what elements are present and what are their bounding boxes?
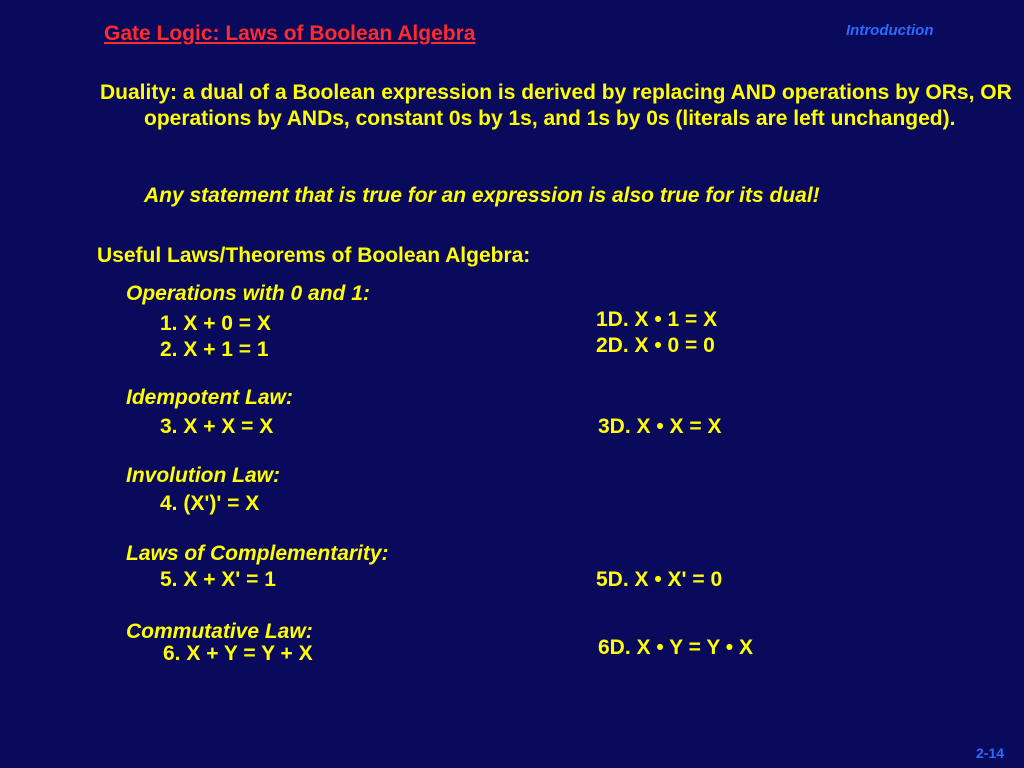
page-number: 2-14: [976, 745, 1005, 761]
law-5: 5. X + X' = 1: [160, 568, 276, 591]
idempotent-heading: Idempotent Law:: [126, 386, 293, 409]
law-3: 3. X + X = X: [160, 415, 274, 438]
law-1d: 1D. X • 1 = X: [596, 308, 718, 331]
laws-heading: Useful Laws/Theorems of Boolean Algebra:: [97, 244, 531, 267]
slide-title: Gate Logic: Laws of Boolean Algebra: [104, 22, 476, 45]
involution-heading: Involution Law:: [126, 464, 280, 487]
section-label: Introduction: [846, 22, 934, 39]
duality-definition: Duality: a dual of a Boolean expression is derived by replacing AND operations by ORs, OR operations by ANDs, constant 0s by 1s, and 1s by 0s (literals are left unchanged).: [100, 81, 1012, 130]
complementarity-heading: Laws of Complementarity:: [126, 542, 389, 565]
law-5d: 5D. X • X' = 0: [596, 568, 723, 591]
law-4: 4. (X')' = X: [160, 492, 260, 515]
commutative-heading: Commutative Law:: [126, 620, 313, 643]
law-6: 6. X + Y = Y + X: [163, 642, 313, 665]
ops-0-1-heading: Operations with 0 and 1:: [126, 282, 370, 305]
duality-emphasis: Any statement that is true for an expression is also true for its dual!: [144, 184, 820, 207]
law-6d: 6D. X • Y = Y • X: [598, 636, 753, 659]
law-2: 2. X + 1 = 1: [160, 338, 269, 361]
law-1: 1. X + 0 = X: [160, 312, 271, 335]
law-3d: 3D. X • X = X: [598, 415, 722, 438]
law-2d: 2D. X • 0 = 0: [596, 334, 715, 357]
